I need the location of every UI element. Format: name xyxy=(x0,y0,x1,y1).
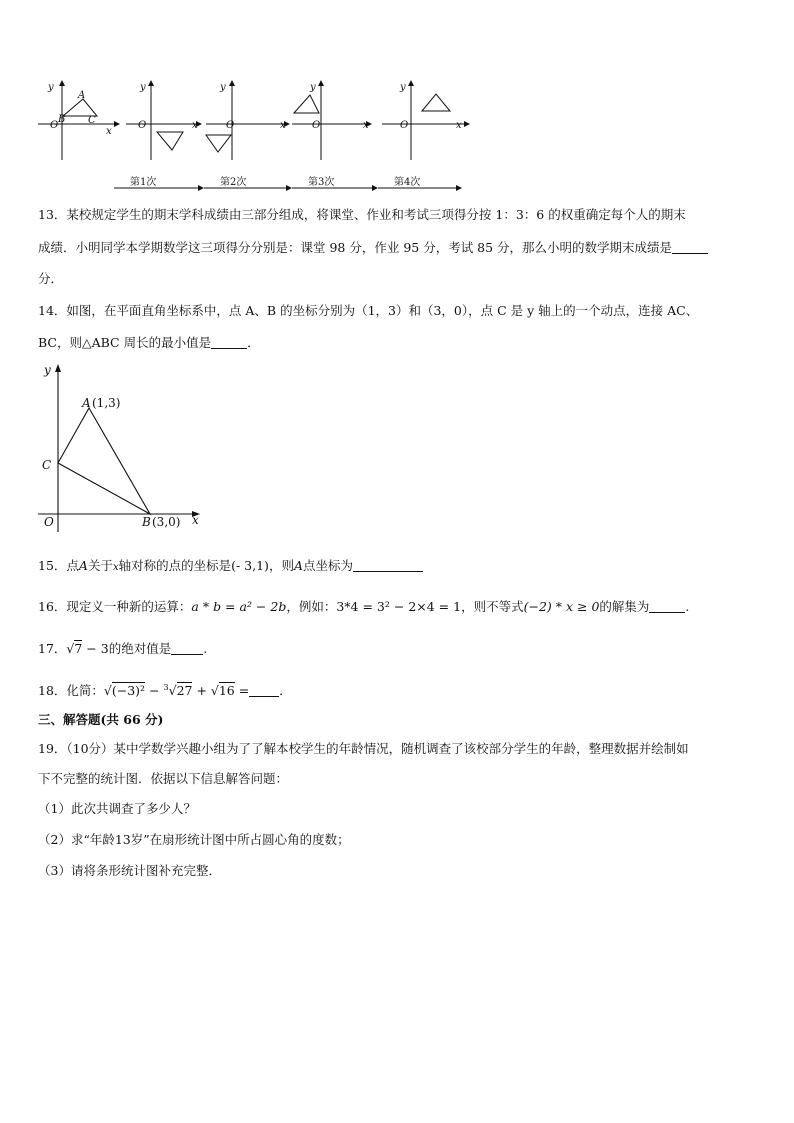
fig5-o-label: O xyxy=(400,120,409,131)
q17-pre: 17． xyxy=(38,641,67,656)
step-2-label: 第2次 xyxy=(220,177,247,188)
q17-post: 的绝对值是 xyxy=(108,641,172,656)
q15-answer-blank xyxy=(353,559,423,572)
q16-mid2: ，则不等式 xyxy=(461,599,524,614)
fig1-x-label: x xyxy=(106,126,112,137)
fig4-o-label: O xyxy=(312,120,321,131)
section-3-heading: 三、解答题(共 66 分) xyxy=(38,712,164,727)
fig2-o-label: O xyxy=(138,120,147,131)
fig1-o-label: O xyxy=(50,120,59,131)
q15-point-a2: A xyxy=(293,558,303,573)
q18-term2: 27 xyxy=(176,683,193,699)
q15-point-a: A xyxy=(78,558,88,573)
q18-minus: − xyxy=(145,683,164,699)
q17-line: 17．√7 − 3的绝对值是 . xyxy=(38,641,208,656)
q15-mid1: 关于 xyxy=(87,558,113,573)
step-4-label: 第4次 xyxy=(394,177,421,188)
q18-plus: + xyxy=(192,683,211,699)
q14-fig-b-coord: (3,0) xyxy=(152,515,181,529)
q15-mid2: 轴对称的点的坐标是 xyxy=(118,558,232,573)
q14-line2 xyxy=(38,336,260,350)
q16-end: . xyxy=(685,599,690,614)
fig5-y-label: y xyxy=(400,82,406,93)
fig3-o-label: O xyxy=(226,120,235,131)
q15-pre: 15．点 xyxy=(38,558,79,573)
q19-line1: 19．（10分）某中学数学兴趣小组为了了解本校学生的年龄情况，随机调查了该校部分学生的年龄，整理数据并绘制如 xyxy=(38,741,689,756)
q18-cube-index: 3 xyxy=(163,683,169,692)
q14-line2-text: BC，则△ABC 周长的最小值是 xyxy=(38,335,212,350)
q17-answer-blank xyxy=(171,642,203,655)
q14-line2-end: ． xyxy=(247,335,260,350)
fig1-y-label: y xyxy=(48,82,54,93)
q16-inequality: (−2) * x ≥ 0 xyxy=(523,599,600,614)
q16-example: 3*4 = 3² − 2×4 = 1 xyxy=(336,599,462,614)
q18-term3: 16 xyxy=(218,683,235,699)
q13-line2-text: 成绩．小明同学本学期数学这三项得分分别是：课堂 98 分，作业 95 分，考试 85 分，那么小明的数学期末成绩是 xyxy=(38,240,673,255)
step-3-label: 第3次 xyxy=(308,177,335,188)
q19-line2: 下不完整的统计图．依据以下信息解答问题： xyxy=(38,771,289,786)
q19-sub3: （3）请将条形统计图补充完整． xyxy=(38,863,221,878)
q16-mid: ，例如： xyxy=(286,599,337,614)
q14-fig-y-label: y xyxy=(44,363,51,377)
q14-fig-a-label: A xyxy=(82,396,91,410)
q14-fig-o-label: O xyxy=(44,515,54,529)
q14-fig-c-label: C xyxy=(42,458,52,472)
fig4-x-label: x xyxy=(363,120,369,131)
q18-pre: 18．化简： xyxy=(38,683,104,699)
q19-sub1: （1）此次共调查了多少人？ xyxy=(38,801,196,816)
q14-fig-a-coord: (1,3) xyxy=(92,396,121,410)
step-1-label: 第1次 xyxy=(130,177,157,188)
q14-line1: 14．如图，在平面直角坐标系中，点 A、B 的坐标分别为（1，3）和（3，0），点 C 是 y 轴上的一个动点，连接 AC、 xyxy=(38,303,699,318)
q18-answer-blank xyxy=(249,684,279,697)
triangle-sequence-figure xyxy=(30,78,480,194)
q17-end: . xyxy=(203,641,208,656)
q14-fig-x-label: x xyxy=(192,513,199,527)
q18-equals: = xyxy=(234,683,250,699)
q18-end: ． xyxy=(279,683,292,699)
fig2-x-label: x xyxy=(192,120,198,131)
q13-answer-blank xyxy=(672,241,708,254)
q14-answer-blank xyxy=(211,336,247,349)
q15-post: 点坐标为 xyxy=(303,558,354,573)
q15-mid3: ，则 xyxy=(268,558,294,573)
q17-tail: − 3 xyxy=(82,641,109,656)
q17-radicand: 7 xyxy=(74,641,83,656)
fig4-y-label: y xyxy=(310,82,316,93)
fig1-a-label: A xyxy=(78,90,86,101)
q16-line xyxy=(38,600,689,614)
fig5-x-label: x xyxy=(456,120,462,131)
q16-answer-blank xyxy=(649,600,685,613)
q14-coordinate-figure xyxy=(34,362,214,537)
q13-line1: 13．某校规定学生的期末学科成绩由三部分组成，将课堂、作业和考试三项得分按 1：3：6 的权重确定每个人的期末 xyxy=(38,207,686,222)
fig3-x-label: x xyxy=(280,120,286,131)
q16-post: 的解集为 xyxy=(599,599,650,614)
q18-term1: (−3)² xyxy=(111,683,146,699)
fig1-b-label: B xyxy=(58,114,66,125)
q19-sub2: （2）求“年龄13岁”在扇形统计图中所占圆心角的度数； xyxy=(38,832,350,847)
q13-line3: 分． xyxy=(38,271,64,286)
q18-line: 18．化简：√(−3)² − $^3$√27 + √16 = ． xyxy=(38,683,292,699)
fig2-y-label: y xyxy=(140,82,146,93)
fig3-y-label: y xyxy=(220,82,226,93)
fig1-c-label: C xyxy=(88,115,96,126)
q15-x-axis: x xyxy=(112,562,119,573)
q14-fig-b-label: B xyxy=(142,515,151,529)
q13-line2 xyxy=(38,241,708,255)
q16-pre: 16．现定义一种新的运算： xyxy=(38,599,192,614)
q15-coord: (- 3,1) xyxy=(231,558,269,573)
q15-line xyxy=(38,559,423,573)
q16-definition: a * b = a² − 2b xyxy=(191,599,287,614)
